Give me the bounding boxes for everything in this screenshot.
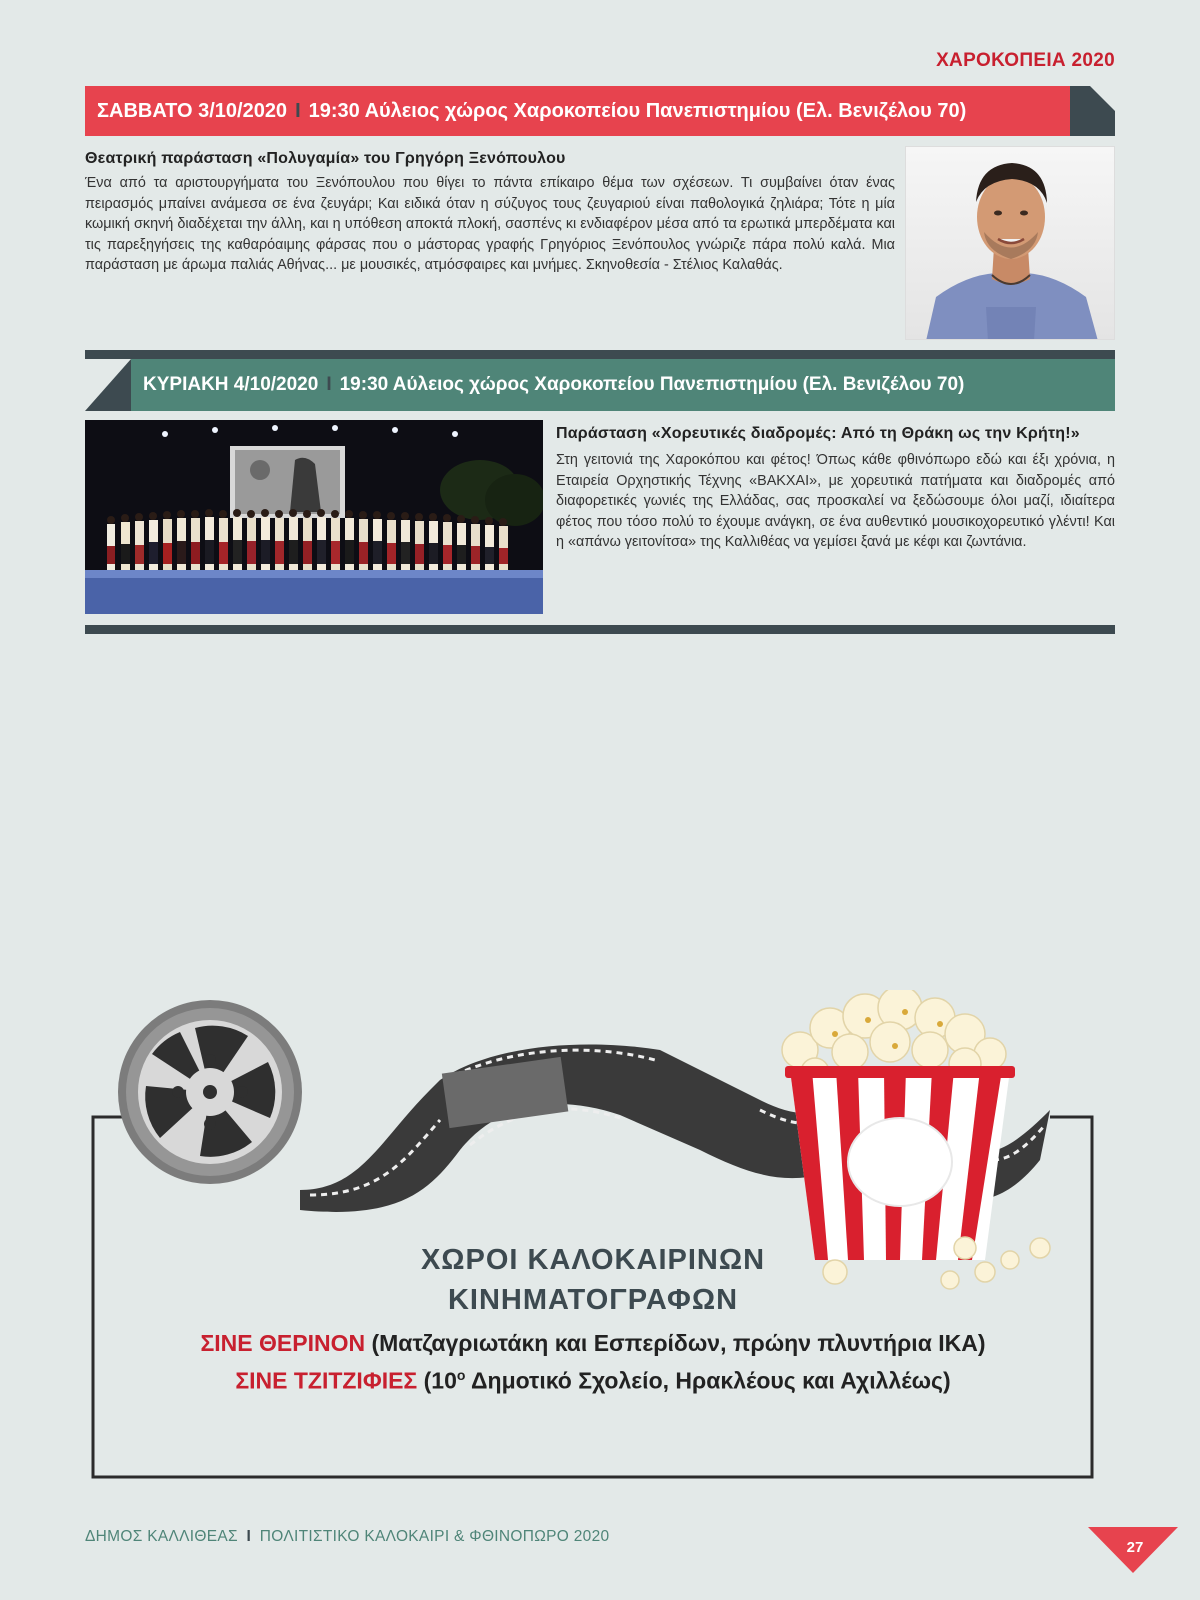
venue1-details: (Ματζαγριωτάκη και Εσπερίδων, πρώην πλυντήρια ΙΚΑ) xyxy=(371,1330,986,1356)
event2-top-rule xyxy=(85,350,1115,359)
event1-banner-text xyxy=(85,86,1070,136)
event1-description: Ένα από τα αριστουργήματα του Ξενόπουλου που θίγει το πάντα επίκαιρο θέμα των σχέσεων. Τι συμβαίνει όταν ένας πειρασμός μπαίνει ανάμεσα σε ένα ζευγάρι; Και ειδικά όταν η σύζυγος τους ζευγαριού είναι παθολογικά ζηλιάρα; Τότε η μία κωμική σκηνή διαδέχεται την άλλη, και η υπόθεση αποκτά πλοκή, σασπένς κι ενδιαφέρον μέσα από τα ερωτικά μπερδέματα και τις παρεξηγήσεις της καθαρόαιμης φάρσας που ο μάστορας γραφής Γρηγόριος Ξενόπουλος γνώριζε πάρα πολύ καλά. Μια παράσταση με άρωμα παλιάς Αθήνας... με μουσικές, ατμόσφαιρες και μνήμες. Σκηνοθεσία - Στέλιος Καλαθάς. xyxy=(85,175,895,274)
film-reel-icon xyxy=(118,1000,302,1184)
cinema-venue1 xyxy=(93,1330,1093,1357)
venue1-name: ΣΙΝΕ ΘΕΡΙΝΟΝ xyxy=(200,1330,366,1356)
event2-date: ΚΥΡΙΑΚΗ 4/10/2020 xyxy=(143,374,319,395)
event1-date: ΣΑΒΒΑΤΟ 3/10/2020 xyxy=(97,99,288,122)
footer-right: ΠΟΛΙΤΙΣΤΙΚΟ ΚΑΛΟΚΑΙΡΙ & ΦΘΙΝΟΠΩΡΟ 2020 xyxy=(259,1528,610,1545)
event2-time-place: 19:30 Αύλειος χώρος Χαροκοπείου Πανεπιστημίου (Ελ. Βενιζέλου 70) xyxy=(339,374,965,395)
actor-portrait-photo xyxy=(905,146,1115,340)
event2-title: Παράσταση «Χορευτικές διαδρομές: Από τη Θράκη ως την Κρήτη!» xyxy=(556,425,1080,442)
event2-bottom-rule xyxy=(85,625,1115,634)
event1-time-place: 19:30 Αύλειος χώρος Χαροκοπείου Πανεπιστημίου (Ελ. Βενιζέλου 70) xyxy=(308,99,967,122)
venue2-name: ΣΙΝΕ ΤΖΙΤΖΙΦΙΕΣ xyxy=(235,1367,418,1394)
event1-banner xyxy=(85,86,1115,136)
cinema-title-line1: ΧΩΡΟΙ ΚΑΛΟΚΑΙΡΙΝΩΝ xyxy=(420,1244,766,1276)
event2-banner xyxy=(85,359,1115,411)
venue2-details-rest: Δημοτικό Σχολείο, Ηρακλέους και Αχιλλέως) xyxy=(465,1367,951,1394)
cinema-title-line2: ΚΙΝΗΜΑΤΟΓΡΑΦΩΝ xyxy=(447,1284,739,1316)
footer-separator: I xyxy=(246,1528,252,1545)
event2-separator: I xyxy=(326,374,332,395)
cinema-venue2 xyxy=(93,1367,1093,1395)
footer-left: ΔΗΜΟΣ ΚΑΛΛΙΘΕΑΣ xyxy=(85,1528,238,1545)
dance-stage-photo xyxy=(85,420,543,614)
cinema-text xyxy=(93,1240,1093,1395)
venue2-details-num: (10 xyxy=(423,1367,457,1394)
event1-separator: I xyxy=(295,99,301,122)
cinema-section xyxy=(0,990,1200,1490)
running-title: ΧΑΡΟΚΟΠΕΙΑ 2020 xyxy=(936,50,1115,71)
event2-description: Στη γειτονιά της Χαροκόπου και φέτος! Όπως κάθε φθινόπωρο εδώ και έξι χρόνια, η Εταιρεία Ορχηστικής Τέχνης «ΒΑΚΧΑΙ», με χορευτικά πατήματα και διαδρομές από διαφορετικές γωνιές της Ελλάδας, σας προσκαλεί να ξεδώσουμε όλοι μαζί, ιδιαίτερα φέτος που τόσο πολύ το έχουμε ανάγκη, σε ένα αυθεντικό μουσικοχορευτικό γλέντι! Και η «απάνω γειτονίτσα» της Καλλιθέας να γεμίσει ξανά με κέφι και ζωντάνια. xyxy=(556,452,1115,551)
footer xyxy=(85,1528,609,1546)
event1-section xyxy=(85,150,1115,340)
page-number: 27 xyxy=(1126,1539,1144,1556)
venue2-details-sup: ο xyxy=(456,1367,466,1383)
event1-title: Θεατρική παράσταση «Πολυγαμία» του Γρηγόρη Ξενόπουλου xyxy=(85,150,566,167)
event2-section xyxy=(556,423,1115,553)
event2-banner-text xyxy=(131,359,1115,411)
